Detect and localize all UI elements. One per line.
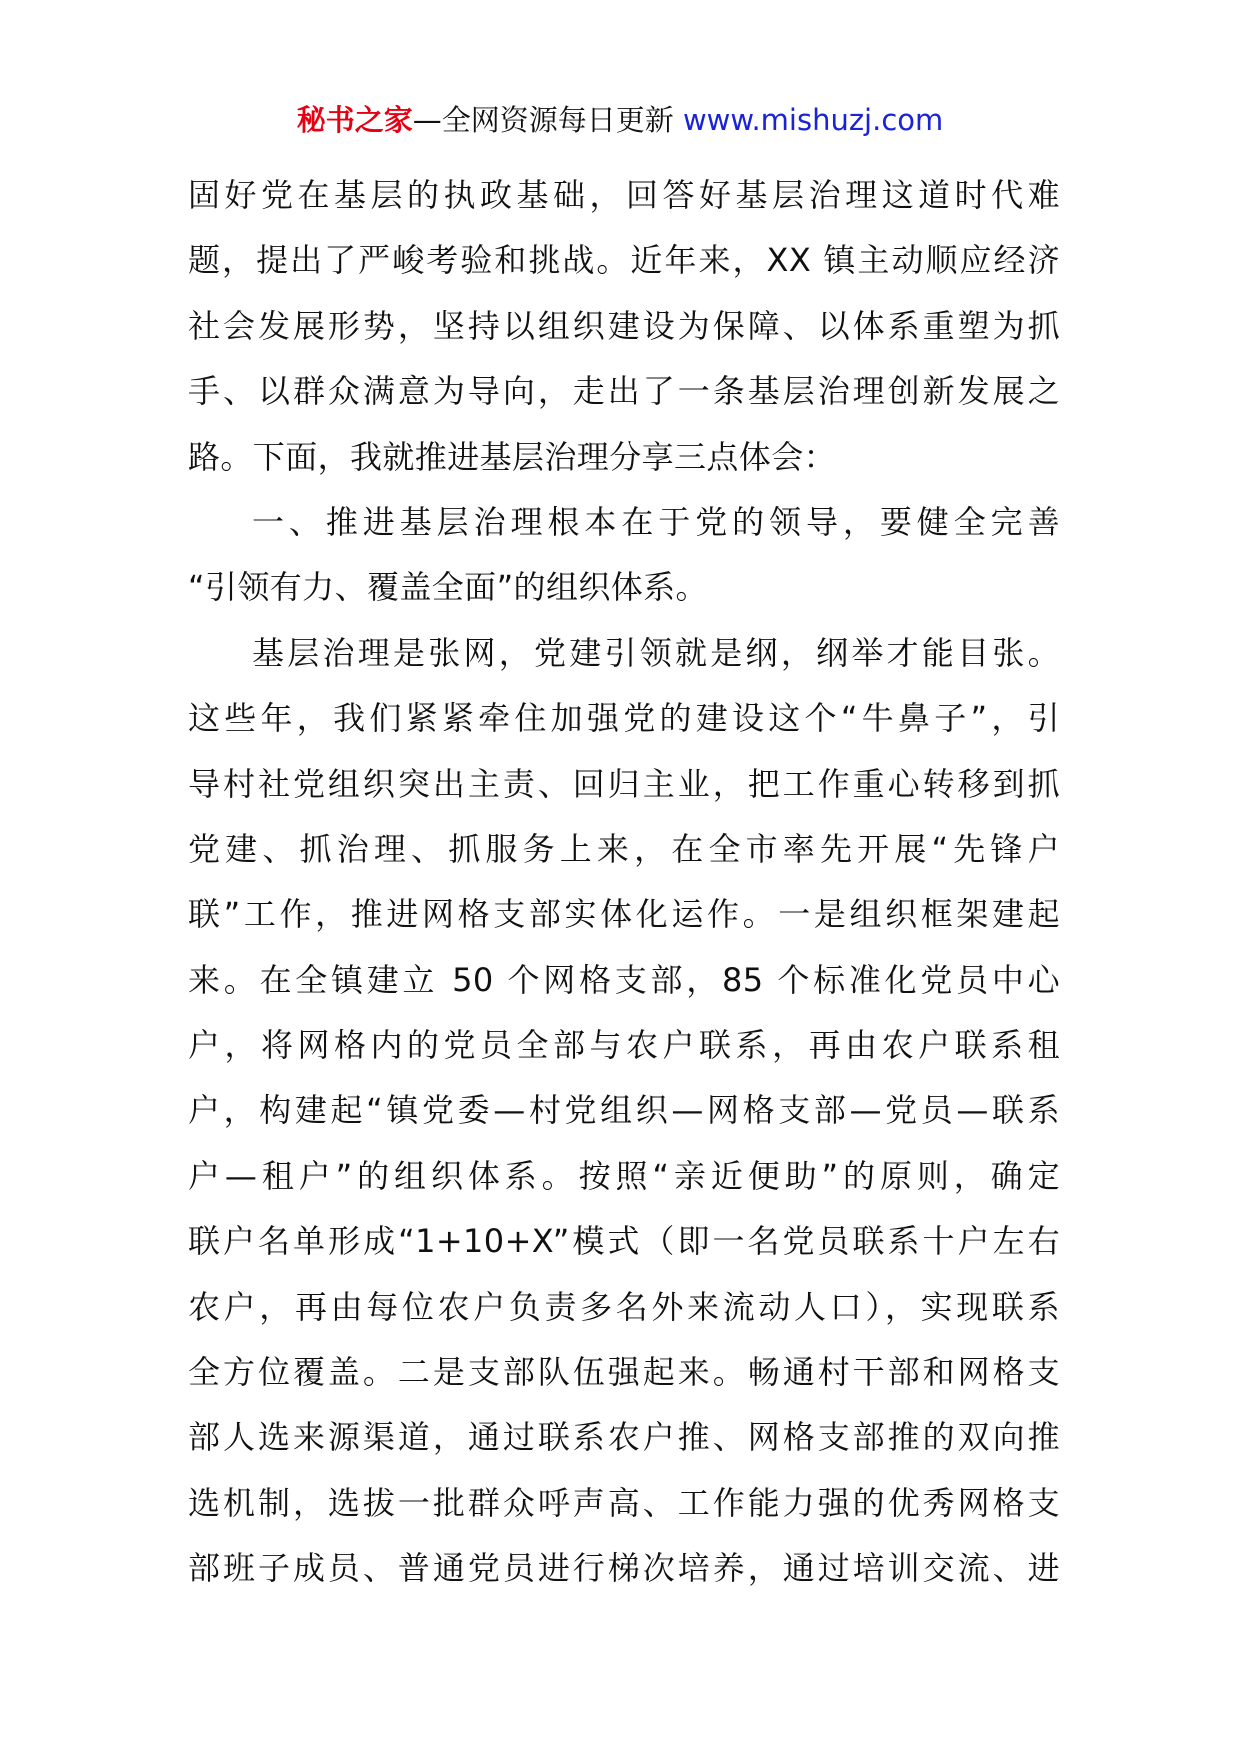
text-line: 手、以群众满意为导向，走出了一条基层治理创新发展之 — [188, 372, 1060, 411]
text-line: 固好党在基层的执政基础，回答好基层治理这道时代难 — [188, 176, 1060, 214]
text-line: 联户名单形成“1+10+X”模式（即一名党员联系十户左右 — [188, 1222, 1060, 1261]
text-line: 路。下面，我就推进基层治理分享三点体会： — [188, 437, 837, 476]
text-line: 选机制，选拔一批群众呼声高、工作能力强的优秀网格支 — [188, 1483, 1060, 1522]
text-line: 题，提出了严峻考验和挑战。近年来，XX 镇主动顺应经济 — [188, 241, 1060, 280]
header-tagline: —全网资源每日更新 — [412, 103, 674, 137]
text-line: 部人选来源渠道，通过联系农户推、网格支部推的双向推 — [188, 1418, 1060, 1457]
section-heading-line: “引领有力、覆盖全面”的组织体系。 — [188, 568, 708, 607]
text-line: 联”工作，推进网格支部实体化运作。一是组织框架建起 — [188, 895, 1060, 934]
text-line: 来。在全镇建立 50 个网格支部，85 个标准化党员中心 — [188, 960, 1060, 999]
page-header — [0, 100, 1240, 140]
text-line: 基层治理是张网，党建引领就是纲，纲举才能目张。 — [252, 633, 1060, 672]
text-line: 全方位覆盖。二是支部队伍强起来。畅通村干部和网格支 — [188, 1353, 1060, 1392]
text-line: 户，构建起“镇党委—村党组织—网格支部—党员—联系 — [188, 1091, 1060, 1130]
text-line: 农户，再由每位农户负责多名外来流动人口），实现联系 — [188, 1287, 1060, 1326]
text-line: 导村社党组织突出主责、回归主业，把工作重心转移到抓 — [188, 764, 1060, 803]
site-url-link[interactable]: www.mishuzj.com — [682, 103, 944, 137]
text-line: 党建、抓治理、抓服务上来，在全市率先开展“先锋户 — [188, 829, 1060, 868]
brand-name: 秘书之家 — [296, 103, 413, 137]
text-line: 部班子成员、普通党员进行梯次培养，通过培训交流、进 — [188, 1549, 1060, 1588]
text-line: 这些年，我们紧紧牵住加强党的建设这个“牛鼻子”，引 — [188, 699, 1060, 738]
text-line: 户—租户”的组织体系。按照“亲近便助”的原则，确定 — [188, 1156, 1060, 1195]
section-heading-line: 一、推进基层治理根本在于党的领导，要健全完善 — [252, 502, 1060, 541]
text-line: 社会发展形势，坚持以组织建设为保障、以体系重塑为抓 — [188, 306, 1060, 345]
text-line: 户，将网格内的党员全部与农户联系，再由农户联系租 — [188, 1026, 1060, 1065]
document-body — [188, 163, 1060, 1602]
